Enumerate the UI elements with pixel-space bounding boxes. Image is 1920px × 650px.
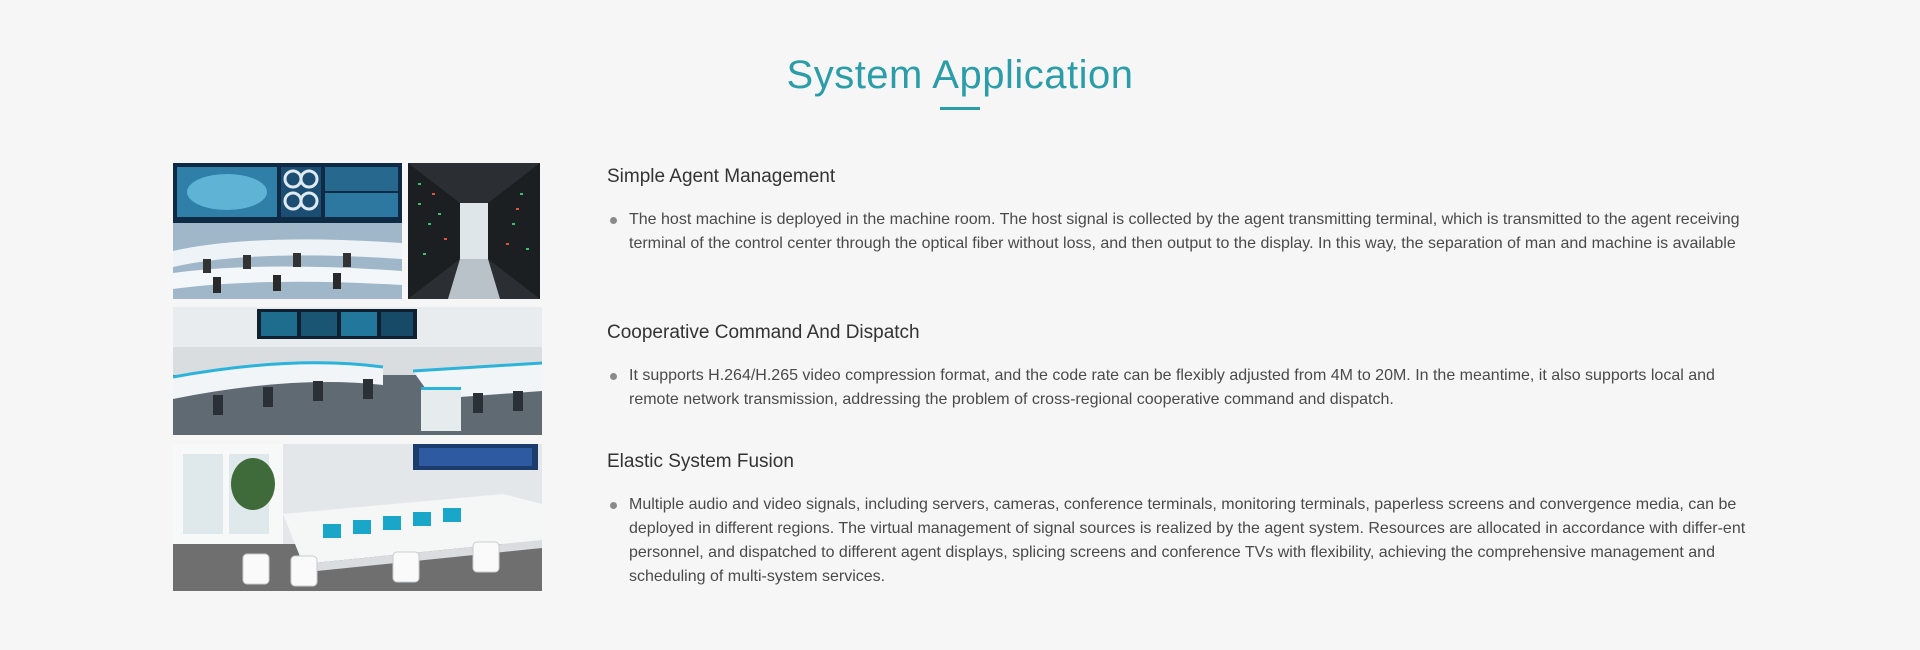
server-rack-aisle-photo xyxy=(408,163,540,299)
bullet-item xyxy=(607,364,1752,412)
bullet-text: Multiple audio and video signals, including servers, cameras, conference terminals, monitoring terminals, paperless screens and convergence media, can be deployed in different regions. The virtual management of signal sources is realized by the agent system. Resources are allocated in accordance with differ-ent personnel, and dispatched to different agent displays, splicing screens and conference TVs with flexibility, achieving the comprehensive management and scheduling of multi-system services. xyxy=(629,496,1746,585)
bullet-dot-icon xyxy=(610,217,617,224)
section-heading: Elastic System Fusion xyxy=(607,451,794,472)
section-heading: Cooperative Command And Dispatch xyxy=(607,322,920,343)
section-header xyxy=(0,50,1920,110)
page-title: System Application xyxy=(786,53,1134,97)
office-workstations-photo xyxy=(173,444,542,591)
section-simple-agent-management xyxy=(607,160,1752,256)
section-cooperative-command xyxy=(607,316,1752,412)
bullet-text: The host machine is deployed in the machine room. The host signal is collected by the agent transmitting terminal, which is transmitted to the agent receiving terminal of the control center through the optical fiber without loss, and then output to the display. In this way, the separation of man and machine is available xyxy=(629,211,1740,252)
bullet-dot-icon xyxy=(610,373,617,380)
title-underline xyxy=(940,107,980,110)
bullet-item xyxy=(607,493,1752,589)
bullet-text: It supports H.264/H.265 video compression format, and the code rate can be flexibly adjusted from 4M to 20M. In the meantime, it also supports local and remote network transmission, addressing the problem of cross-regional cooperative command and dispatch. xyxy=(629,367,1715,408)
control-room-video-wall-photo xyxy=(173,163,402,299)
bullet-dot-icon xyxy=(610,502,617,509)
section-heading: Simple Agent Management xyxy=(607,166,836,187)
bullet-item xyxy=(607,208,1752,256)
command-center-consoles-photo xyxy=(173,307,542,435)
section-elastic-system-fusion xyxy=(607,445,1752,589)
